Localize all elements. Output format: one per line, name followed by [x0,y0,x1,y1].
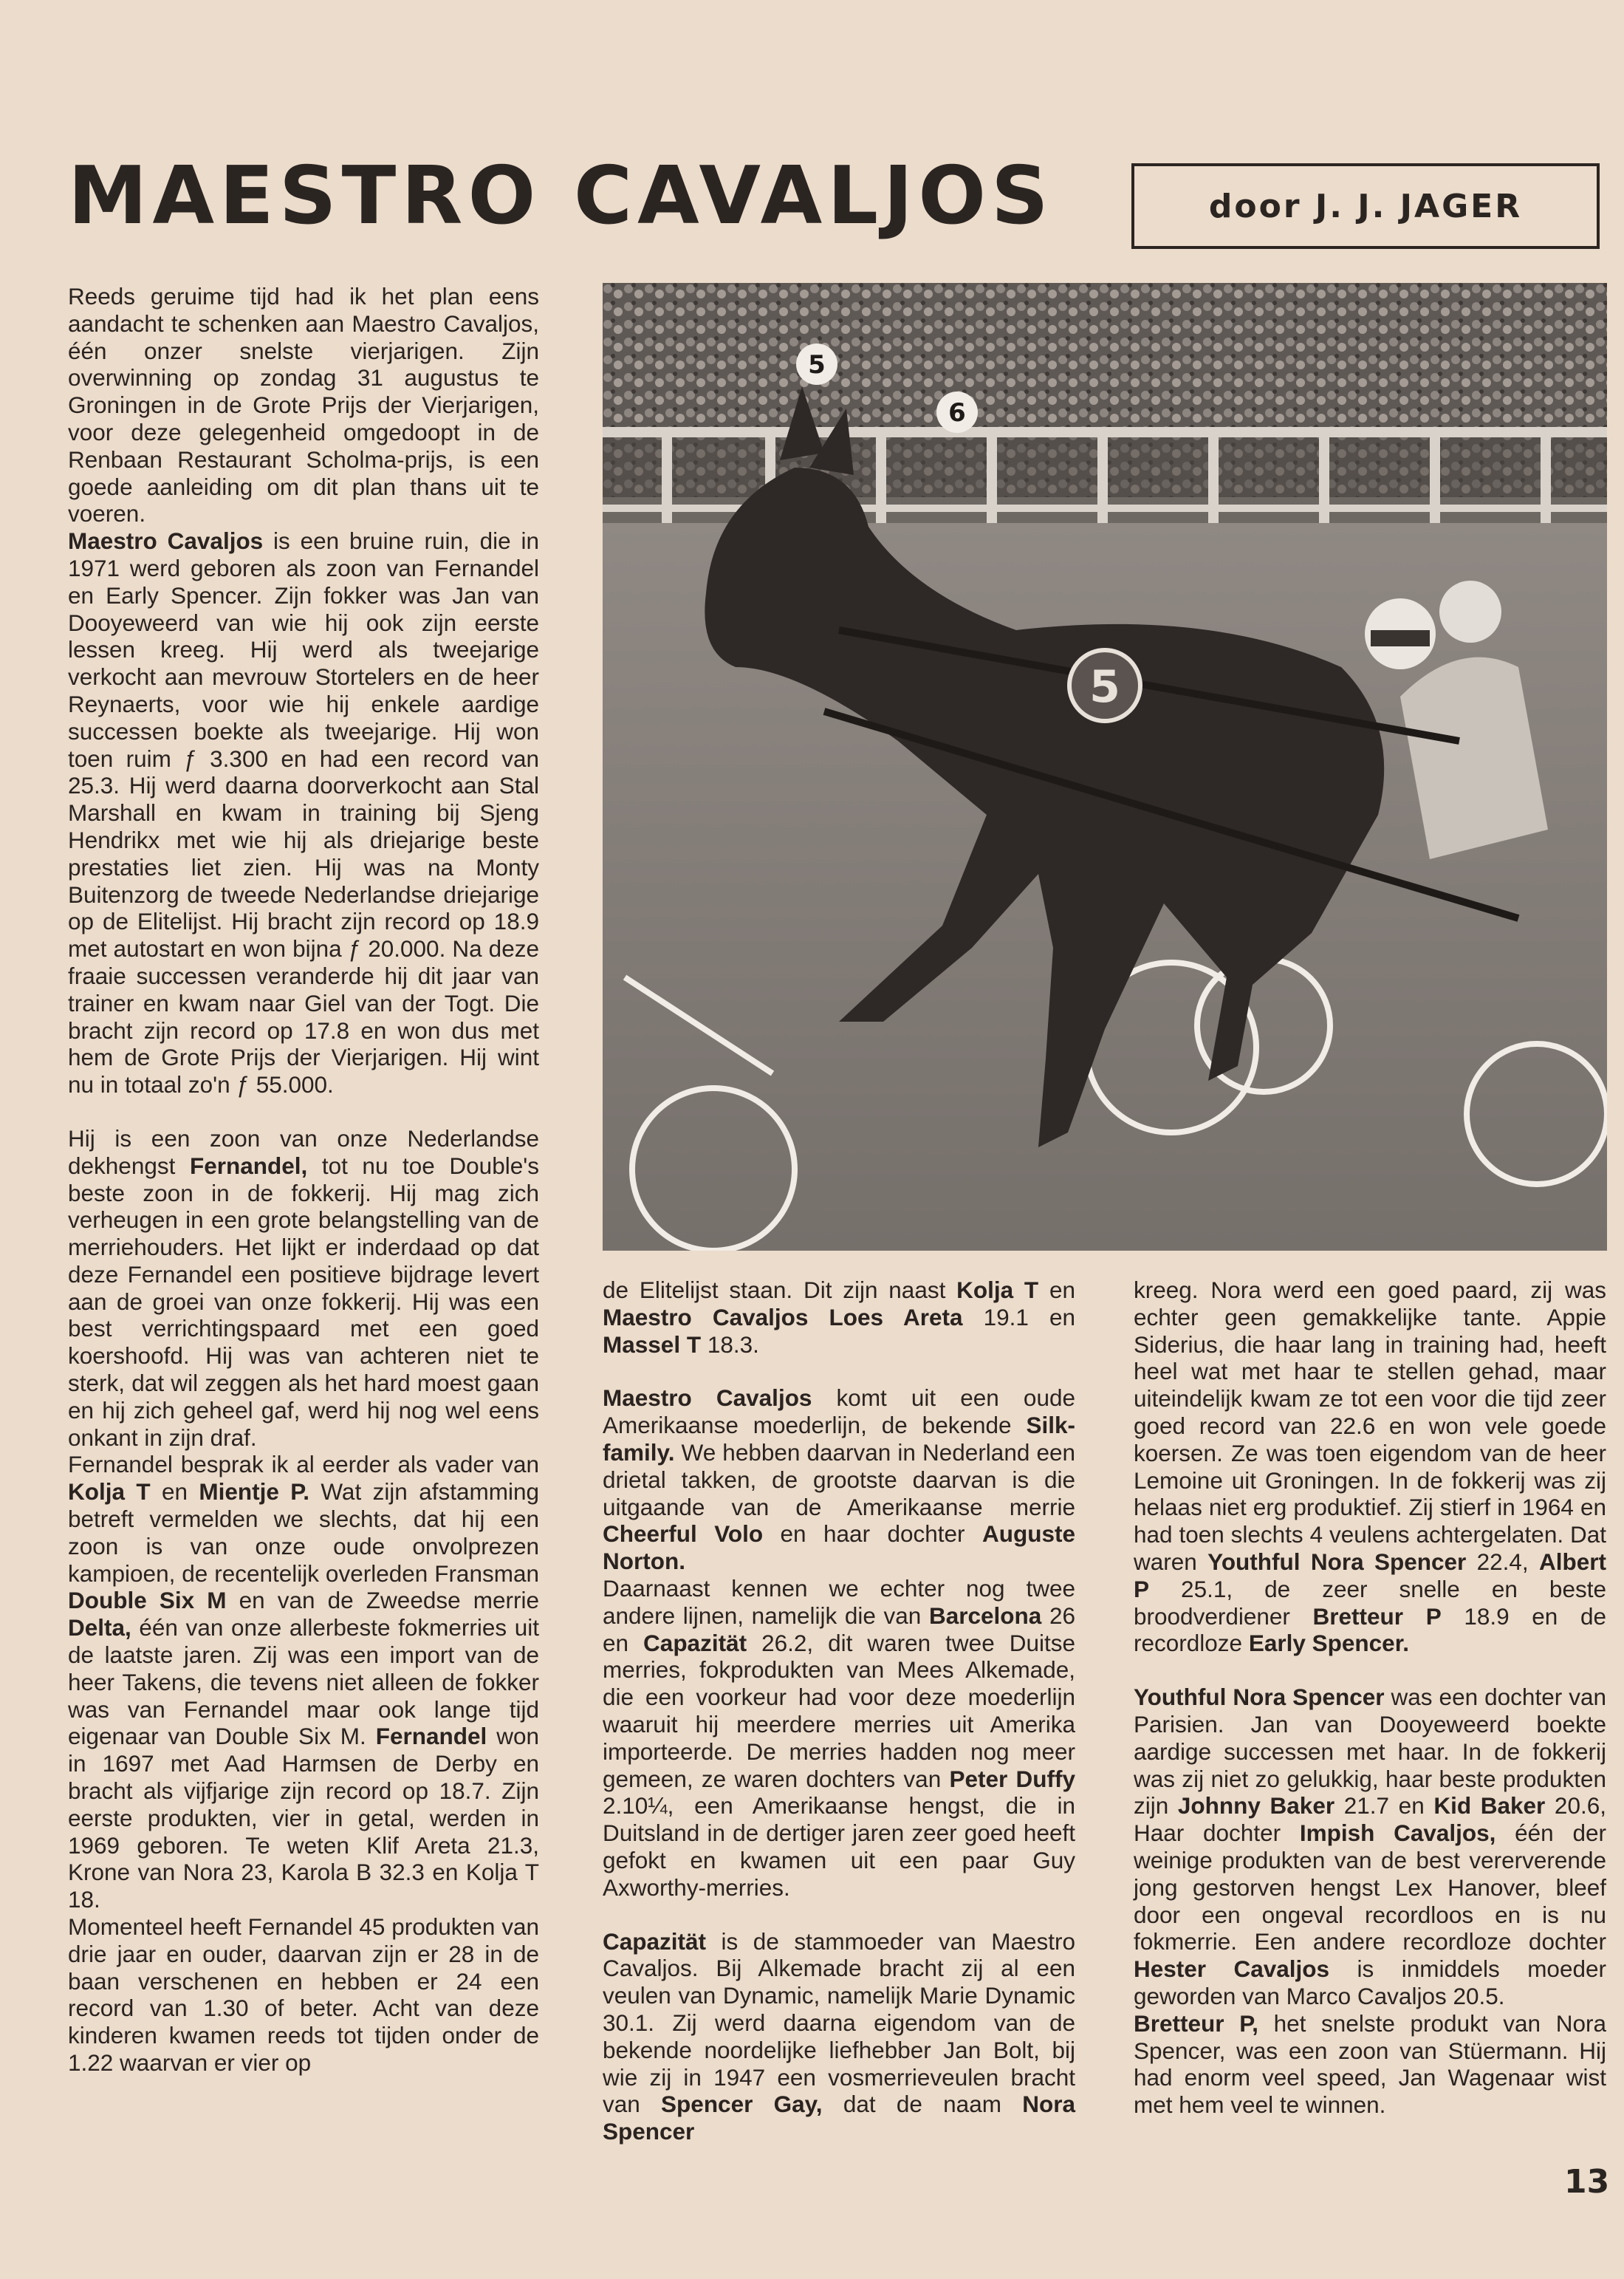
text-run: en van de Zweedse merrie [226,1587,539,1614]
article-column-3 [1134,1277,1606,2119]
text-run: het snelste produkt van Nora Spencer, was een zoon van Stüermann. Hij had enorm veel speed, Jan Wagenaar wist met hem veel te winnen. [1134,2009,1606,2119]
text-run: 26.2, dit waren twee Duitse merries, fokprodukten van Mees Alkemade, die een voorkeur had voor deze moederlijn waaruit hij meerdere merries uit Amerika importeerde. De merries hadden nog meer gemeen, ze waren dochters van [603,1629,1075,1792]
article-title: MAESTRO CAVALJOS [68,150,1054,242]
saddle-cloth-number: 5 [1089,661,1120,713]
byline-box [1131,163,1600,249]
paragraph [1134,1277,1606,1657]
paragraph [603,1277,1075,1358]
horse-name: Kolja T [68,1478,151,1506]
horse-name: Nora Spencer [603,2091,1075,2145]
horse-name: Bretteur P, [1134,2009,1258,2037]
paragraph [68,1451,539,1913]
horse-name: Maestro Cavaljos Loes Areta [603,1303,963,1330]
text-run: en [150,1478,199,1506]
text-run: kreeg. Nora werd een goed paard, zij was echter geen gemakkelijke tante. Appie Siderius, die haar lang in training had, heeft heel wat met haar te stellen gehad, maar uiteindelijk kwam ze tot een voor die tijd zeer goed record van 22.6 en won vele goede koersen. Ze was toen eigendom van de heer Lemoine uit Groningen. In de fokkerij was zij helaas niet erg produktief. Zij stierf in 1964 en had toen slechts 4 veulens achtergelaten. Dat waren [1134,1277,1606,1575]
horse-name: Kid Baker [1433,1792,1546,1820]
horse-name: Albert P [1134,1548,1607,1602]
text-run: 2.10¼, een Amerikaanse hengst, die in Duitsland in de dertiger jaren zeer goed heeft gefokt en kwamen uit een paar Guy Axworthy-merries. [603,1792,1075,1901]
horse-name: Early Spencer. [1248,1630,1409,1657]
horse-name: Johnny Baker [1177,1792,1335,1820]
horse-name: Silk-family. [603,1412,1075,1466]
horse-name: Double Six M [68,1587,227,1614]
paragraph [603,1575,1075,1902]
horse-name: Capazität [603,1927,707,1955]
harness-racing-photo [603,283,1607,1251]
text-run: 25.1, de zeer snelle en beste broodverdiener [1134,1575,1606,1630]
text-run: komt uit een oude Amerikaanse moederlijn, de bekende [603,1384,1075,1439]
horse-name: Delta, [68,1614,131,1641]
paragraph [1134,1684,1606,2010]
article-column-1 [68,283,539,2077]
bib-number-back: 6 [948,398,966,428]
text-run: won in 1697 met Aad Harmsen de Derby en bracht als vijfjarige zijn record op 18.7. Zijn eerste produkten, vier in getal, werden in 1969 geboren. Te weten Klif Areta 21.3, Krone van Nora 23, Karola B 32.3 en Kolja T 18. [68,1723,540,1913]
horse-name: Kolja T [956,1277,1039,1303]
text-run: Wat zijn afstamming betreft vermelden we slechts, dat hij een zoon is van onze oude onvolprezen kampioen, de recentelijk overleden Fransman [68,1478,540,1587]
horse-name: Youthful Nora Spencer [1207,1548,1467,1575]
paragraph [603,1384,1075,1575]
horse-name: Capazität [643,1629,747,1656]
horse-name: Barcelona [928,1602,1042,1629]
paragraph [68,1913,539,2077]
text-run: Reeds geruime tijd had ik het plan eens aandacht te schenken aan Maestro Cavaljos, één onzer snelste vierjarigen. Zijn overwinning op zondag 31 augustus te Groningen in de Grote Prijs der Vierjarigen, voor deze gelegenheid omgedoopt in de Renbaan Restaurant Scholma-prijs, is een goede aanleiding om dit plan thans uit te voeren. [68,283,539,527]
paragraph [68,1125,539,1452]
text-run: dat de naam [822,2091,1023,2118]
horse-name: Fernandel [375,1723,487,1750]
paragraph [603,1928,1075,2145]
article-column-2 [603,1277,1075,2145]
text-run: 22.4, [1466,1548,1539,1575]
text-run: en haar dochter [763,1520,982,1548]
text-run: is inmiddels moeder geworden van Marco Cavaljos 20.5. [1134,1955,1606,2009]
horse-name: Mientje P. [199,1478,309,1506]
text-run: en [1038,1277,1075,1303]
photo-illustration [603,283,1607,1251]
text-run: is een bruine ruin, die in 1971 werd geboren als zoon van Fernandel en Early Spencer. Zijn fokker was Jan van Dooyeweerd van wie hij ook zijn eerste lessen kreeg. Hij werd als tweejarige verkocht aan mevrouw Stortelers en de heer Reynaerts, voor wie hij enkele aardige successen boekte als tweejarige. Hij won toen ruim ƒ 3.300 en had een record van 25.3. Hij werd daarna doorverkocht aan Stal Marshall en kwam in training bij Sjeng Hendrikx met wie hij als driejarige beste prestaties liet zien. Hij was na Monty Buitenzorg de tweede Nederlandse driejarige op de Elitelijst. Hij bracht zijn record op 18.9 met autostart en won bijna ƒ 20.000. Na deze fraaie successen veranderde hij dit jaar van trainer en kwam naar Giel van der Togt. Die bracht zijn record op 17.8 en won dus met hem de Grote Prijs der Vierjarigen. Hij wint nu in totaal zo'n ƒ 55.000. [68,527,539,1099]
text-run: 18.9 en de recordloze [1134,1602,1606,1657]
horse-name: Peter Duffy [949,1765,1075,1792]
page-number: 13 [1564,2163,1610,2201]
text-run: tot nu toe Double's beste zoon in de fokkerij. Hij mag zich verheugen in een grote belangstelling van de merriehouders. Het lijkt er inderdaad op dat deze Fernandel een positieve bijdrage levert aan de groei van onze fokkerij. Hij was een best verrichtingspaard met een goed koershoofd. Hij was van achteren niet te sterk, dat wil zeggen als het hard moest gaan en hij zich geheel gaf, werd hij nog wel eens onkant in zijn draf. [68,1152,539,1451]
horse-name: Impish Cavaljos, [1299,1820,1496,1847]
text-run: was een dochter van Parisien. Jan van Dooyeweerd boekte aardige successen met haar. In de fokkerij was zij niet zo gelukkig, haar beste produkten zijn [1134,1684,1607,1820]
text-run: is de stammoeder van Maestro Cavaljos. Bij Alkemade bracht zij al een veulen van Dynamic, namelijk Marie Dynamic 30.1. Zij werd daarna eigendom van de bekende noordelijke liefhebber Jan Bolt, bij wie zij in 1947 een vosmerrieveulen bracht van [603,1927,1075,2118]
paragraph [1134,2010,1606,2119]
horse-name: Maestro Cavaljos [68,527,264,555]
text-run: één van onze allerbeste fokmerries uit de laatste jaren. Zij was een import van de heer Takens, die tevens niet alleen de fokker was van Fernandel maar ook lange tijd eigenaar van Double Six M. [68,1614,539,1750]
horse-name: Cheerful Volo [603,1520,764,1548]
text-run: Momenteel heeft Fernandel 45 produkten van drie jaar en ouder, daarvan zijn er 28 in de baan verschenen en hebben er 24 een record van 1.30 of beter. Acht van deze kinderen kwamen reeds tot tijden onder de 1.22 waarvan er vier op [68,1913,539,2076]
text-run: Daarnaast kennen we echter nog twee andere lijnen, namelijk die van [603,1574,1075,1629]
text-run: één der weinige produkten van de best vererverende jong gestorven hengst Lex Hanover, bleef door een ongeval recordloos en is nu fokmerrie. Een andere recordloze dochter [1134,1820,1606,1955]
paragraph [68,283,539,527]
horse-name: Spencer Gay, [661,2091,823,2118]
byline-text: door J. J. JAGER [1208,187,1523,225]
horse-name: Maestro Cavaljos [603,1384,812,1412]
text-run: We hebben daarvan in Nederland een drietal takken, de grootste daarvan is die uitgaande van de Amerikaanse merrie [603,1438,1075,1520]
text-run: Hij is een zoon van onze Nederlandse dekhengst [68,1124,539,1179]
text-run: Fernandel besprak ik al eerder als vader van [68,1451,539,1478]
horse-name: Fernandel, [189,1152,308,1179]
horse-name: Hester Cavaljos [1134,1955,1330,1983]
horse-name: Bretteur P [1312,1602,1442,1630]
text-run: 18.3. [701,1330,759,1358]
horse-name: Youthful Nora Spencer [1134,1684,1385,1711]
horse-name: Auguste Norton. [603,1520,1075,1575]
text-run: 19.1 en [962,1303,1075,1330]
horse-name: Massel T [603,1330,702,1358]
text-run: 20.6, Haar dochter [1134,1792,1606,1847]
text-run: 26 en [603,1602,1075,1656]
paragraph [68,527,539,1099]
text-run: 21.7 en [1335,1792,1434,1820]
text-run: de Elitelijst staan. Dit zijn naast [603,1277,957,1303]
bib-number-front: 5 [808,350,826,380]
